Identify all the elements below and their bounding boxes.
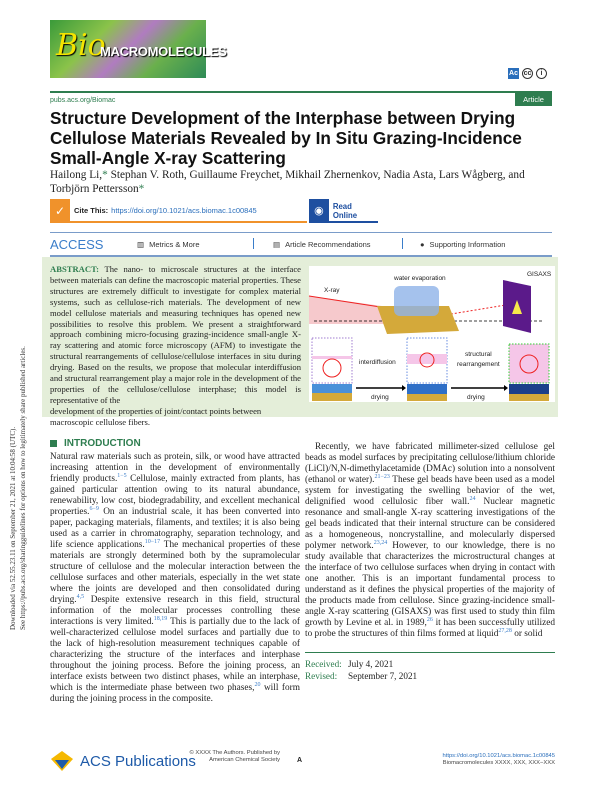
drying-label-1: drying xyxy=(371,394,389,401)
received-label: Received: xyxy=(305,659,342,669)
metrics-link[interactable] xyxy=(137,233,200,255)
stage1-circle xyxy=(323,359,341,377)
read-online-button[interactable] xyxy=(309,200,378,223)
ac-icon[interactable]: Ac xyxy=(509,70,518,77)
toc-graphic xyxy=(309,266,555,402)
access-bar xyxy=(50,233,552,255)
citation-ref[interactable]: 10−17 xyxy=(144,538,161,545)
divider xyxy=(253,238,254,249)
citation-ref[interactable]: 4,5 xyxy=(76,593,85,600)
access-rule-bottom xyxy=(50,255,552,257)
received-date: July 4, 2021 xyxy=(348,659,394,669)
text-run: The mechanical properties of these materials are strongly determined both by the supramolecular structure of cellulose and the molecular interaction between the cellulose surfaces and other materials, especially in the wet state where the joints are developed and then consolidated during drying. xyxy=(50,540,300,605)
section-marker xyxy=(50,440,57,447)
xray-label: X-ray xyxy=(324,287,340,294)
structural-label: structural xyxy=(465,351,492,358)
acs-hexagon-icon xyxy=(50,750,74,772)
recommendations-link[interactable] xyxy=(273,233,371,255)
dates-rule xyxy=(305,652,555,653)
download-notice-line-1: Downloaded via 52.55.23.11 on September 21, 2021 at 10:04:58 (UTC). xyxy=(9,426,17,630)
stage1-panel xyxy=(312,338,352,383)
corresponding-star: * xyxy=(138,183,145,195)
abstract-end: development of the properties of joint/contact points between macroscopic cellulose fibers. xyxy=(50,405,262,427)
journal-logo[interactable] xyxy=(50,20,227,78)
author-list xyxy=(50,168,555,196)
info-icon: ● xyxy=(420,239,425,249)
stage2-base xyxy=(407,394,447,401)
section-heading-introduction xyxy=(50,438,141,449)
logo-bio: Bio xyxy=(56,28,106,63)
citation-ref[interactable]: 27,28 xyxy=(498,627,512,634)
author-first[interactable]: Hailong Li, xyxy=(50,169,103,181)
abstract xyxy=(50,264,555,428)
citation-ref[interactable]: 20 xyxy=(254,681,261,688)
rearrangement-label: rearrangement xyxy=(457,361,500,368)
publisher-name: ACS Publications xyxy=(80,752,196,770)
article-title: Structure Development of the Interphase between Drying Cellulose Materials Revealed by In Situ Grazing-Incidence Small-Angle X-ray Scattering xyxy=(50,108,522,168)
gel-bead xyxy=(394,286,439,316)
download-notice-line-2[interactable]: See https://pubs.acs.org/sharingguidelines for options on how to legitimately share published articles. xyxy=(19,346,27,630)
intro-paragraph-1 xyxy=(50,452,300,705)
citation-ref[interactable]: 6−9 xyxy=(89,505,99,512)
text-run: Cellulose, mainly extracted from plants, has gained particular attention owing to its natural abundance, renewability, low cost, biodegradability, and excellent mechanical properties. xyxy=(50,474,300,517)
download-notice xyxy=(9,240,37,630)
copyright xyxy=(180,750,280,764)
abstract-label: ABSTRACT: xyxy=(50,264,100,274)
gisaxs-label: GISAXS xyxy=(527,271,552,278)
citation-ref[interactable]: 26 xyxy=(426,616,433,623)
read-online-label: Read Online xyxy=(332,201,358,220)
text-run: Natural raw materials such as protein, silk, or wood have attracted increasing attention in the development of environmentally friendly products. xyxy=(50,452,300,484)
stage3-panel xyxy=(509,344,549,383)
stage3-base xyxy=(509,394,549,401)
cc-icon[interactable]: cc xyxy=(523,70,532,77)
supporting-info-link[interactable] xyxy=(420,233,505,255)
citation-ref[interactable]: 18,19 xyxy=(153,615,168,622)
paragraph xyxy=(305,442,555,640)
by-icon[interactable]: i xyxy=(536,68,547,79)
article-dates xyxy=(305,658,555,682)
license-icons xyxy=(508,68,547,79)
corresponding-star: * xyxy=(102,169,108,181)
page-number: A xyxy=(297,757,303,764)
cite-label: Cite This: xyxy=(74,206,109,215)
revised-label: Revised: xyxy=(305,671,338,681)
cite-this xyxy=(50,200,307,223)
acs-publications-logo[interactable] xyxy=(50,750,196,772)
text-run: Recently, we have fabricated millimeter-sized cellulose gel beads as model surfaces by precipitating cellulose/lithium chloride (LiCl)/N,N-dimethylacetamide (DMAc) solution into a nonsolvent (ethanol or water). xyxy=(305,442,555,485)
document-icon: ▤ xyxy=(273,239,281,249)
journal-url[interactable]: pubs.acs.org/Biomac xyxy=(50,97,116,104)
footer-doi-link[interactable]: https://doi.org/10.1021/acs.biomac.1c00845 xyxy=(442,753,555,759)
bar-chart-icon: ▥ xyxy=(137,239,145,249)
logo-macromolecules: MACROMOLECULES xyxy=(100,44,227,59)
revised-date: September 7, 2021 xyxy=(348,671,418,681)
interdiffusion-label: interdiffusion xyxy=(359,359,396,366)
journal-citation: Biomacromolecules XXXX, XXX, XXX−XXX xyxy=(442,760,555,766)
text-run: Despite extensive research in this field, structural information of the molecular processes controlling these interactions is very limited. xyxy=(50,595,300,627)
check-icon: ✓ xyxy=(50,199,70,222)
stage1-base xyxy=(312,393,352,401)
citation-ref[interactable]: 24 xyxy=(469,495,476,502)
supporting-label: Supporting Information xyxy=(429,239,506,249)
text-run: Nuclear magnetic resonance and small-angle X-ray scattering investigations of the gel beads indicated that their internal structure can be considered as a homogeneous, noncrystalline, and molecularly dispersed polymer network. xyxy=(305,497,555,551)
intro-paragraph-2 xyxy=(305,442,555,682)
divider xyxy=(402,238,403,249)
cite-doi-link[interactable]: https://doi.org/10.1021/acs.biomac.1c00845 xyxy=(111,206,257,215)
citation-ref[interactable]: 1−5 xyxy=(117,472,127,479)
citation-ref[interactable]: 23,24 xyxy=(373,539,388,546)
text-run: On an industrial scale, it has been converted into paper, packaging materials, filaments, and textiles; it is also being used as a carrier in chromatography, separation technology, and life science applications. xyxy=(50,507,300,550)
metrics-label: Metrics & More xyxy=(149,239,200,249)
introduction-heading: INTRODUCTION xyxy=(64,438,141,449)
access-label: ACCESS xyxy=(50,236,104,252)
text-run: or solid xyxy=(511,629,543,639)
arrowhead-1 xyxy=(402,385,406,391)
header-rule xyxy=(50,91,552,93)
abstract-text: The nano- to microscale structures at the interface between materials can define the macroscopic material properties. These structures are extremely difficult to investigate for complex material systems, such as cellulose-rich materials. The development of new model cellulose materials and measuring techniques has opened new possibilities to resolve this problem. We present a straightforward approach combining micro-focusing grazing-incidence small-angle X-ray scattering and atomic force microscopy (AFM) to investigate the structural rearrangements of cellulose/cellulose interfaces in situ during drying. Based on the results, we propose that molecular interdiffusion and structural rearrangement play a major role in the development of the properties of the cellulose/cellulose interphase; this model is representative of the xyxy=(50,264,301,405)
water-evaporation-label: water evaporation xyxy=(394,275,446,282)
paragraph xyxy=(50,452,300,705)
text-run: it has been successfully utilized to probe the structures of thin films formed at liquid xyxy=(305,618,555,639)
copyright-line-2: American Chemical Society xyxy=(209,757,280,763)
citation-ref[interactable]: 21−23 xyxy=(374,473,390,480)
text-run: These gel beads have been used as a model system for investigating the swelling behavior of the wet, delignified wood cellulosic fiber wall. xyxy=(305,475,555,507)
drying-label-2: drying xyxy=(467,394,485,401)
arrowhead-2 xyxy=(504,385,508,391)
globe-icon: ◉ xyxy=(309,199,329,222)
stage2-interface xyxy=(407,354,447,364)
recommendations-label: Article Recommendations xyxy=(285,239,371,249)
author-rest[interactable]: Stephan V. Roth, Guillaume Freychet, Mikhail Zhernenkov, Nadia Asta, Lars Wågberg, and Torbjörn Pettersson xyxy=(50,169,525,195)
text-run: However, to our knowledge, there is no study available that characterizes the microstructural changes at the interface of two cellulose surfaces when drying in contact with one another. This is an important fundamental process to understand as it defines the physical properties of the majority of the products made from cellulose. Since grazing-incidence small-angle X-ray scattering (GISAXS) was first used to study thin film growth by Levine et al. in 1989, xyxy=(305,541,555,628)
article-type-badge: Article xyxy=(515,93,552,106)
copyright-line-1: © XXXX The Authors. Published by xyxy=(189,750,280,756)
text-run: will form during the joining process in the composite. xyxy=(50,683,300,704)
text-run: This is partially due to the lack of well-characterized cellulose model surfaces and partially due to the lack of high-resolution measurement techniques capable of characterizing the structure of the interfaces and interphase throughout the joining process. Before the joining process, an interface exists between two distinct phases, while an interphase, which is the intermediate phase between two phases, xyxy=(50,617,300,693)
footer-citation xyxy=(390,753,555,767)
